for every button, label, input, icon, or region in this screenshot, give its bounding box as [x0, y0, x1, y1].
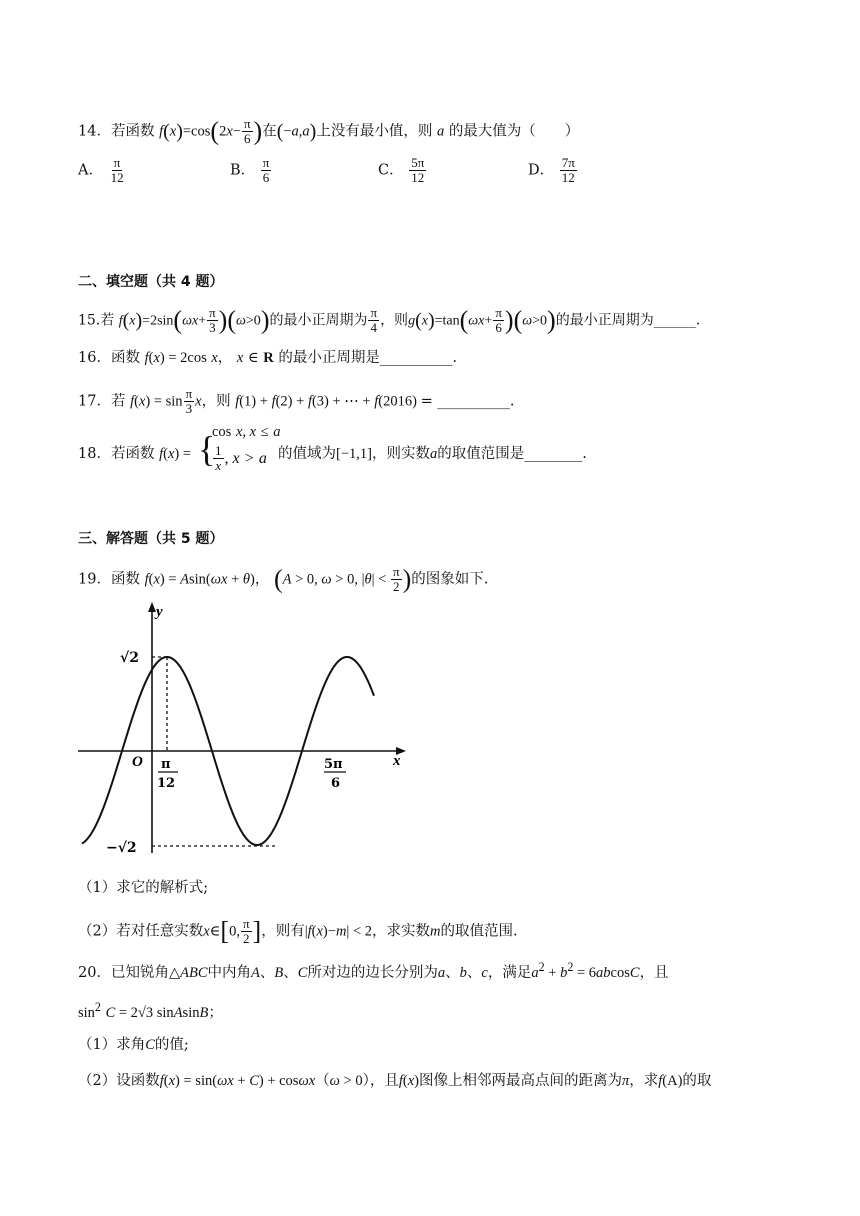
max-value-label: √2 — [120, 650, 139, 666]
q20-part1-text-2: 的值; — [154, 1037, 189, 1053]
q19-part2-text-3: ，求实数 — [372, 923, 431, 940]
piecewise-case-2: $\frac{1}{x}$ , x > a — [215, 443, 267, 473]
section-title-answer: 三、解答题（共 5 题） — [78, 531, 224, 547]
question-number: 18． — [78, 446, 111, 462]
question-number: 15. — [78, 312, 101, 329]
q20-text-4: ，满足 — [487, 964, 532, 981]
question-20-condition: $\sin^2 C = 2√3$ sinAsinB； — [78, 1000, 223, 1021]
q19-text-3: 的图象如下. — [411, 571, 489, 588]
question-19-part-2: （2）若对任意实数x∈[0, $\frac{\pi}{2}$ ]，则有|f(x)−m| < 2，求实数m的取值范围. — [78, 916, 518, 946]
question-16: 16．函数 f(x) = 2cos x， x ∈ R 的最小正周期是__________. — [78, 350, 457, 366]
option-label: B． — [230, 162, 256, 179]
q16-text-2: ， — [217, 350, 233, 366]
q17-text-2: ，则 — [201, 393, 231, 410]
option-numerator: π — [262, 155, 270, 170]
q20-part2-text-2: （ — [315, 1073, 330, 1089]
q20-part2-text-5: ，求 — [629, 1073, 659, 1089]
q15-text-2: 的最小正周期为 — [269, 312, 368, 329]
option-denominator: 12 — [561, 170, 575, 185]
q14-text-2: 在 — [262, 123, 277, 140]
q20-text-3: 所对边的边长分别为 — [307, 964, 438, 981]
option-numerator: 7π — [561, 155, 575, 170]
q20-part2-text-3: ），且 — [362, 1073, 399, 1089]
option-denominator: 6 — [262, 170, 270, 185]
q14-text-3: 上没有最小值，则 — [316, 123, 433, 140]
option-a[interactable] — [78, 156, 127, 185]
origin-label: O — [132, 754, 143, 770]
question-20: 20．已知锐角△ABC中内角A、B、C所对边的边长分别为a、b、c，满足$a^2 + b^2 = 6abcosC$，且 — [78, 960, 669, 981]
option-label: A． — [78, 162, 103, 179]
q18-text: 若函数 — [110, 446, 155, 462]
question-20-part-2: （2）设函数f(x) = sin(ωx + C) + cosωx（ω > 0），且f(x)图像上相邻两最高点间的距离为π，求f(A)的取 — [78, 1073, 712, 1089]
question-number: 17． — [78, 393, 111, 410]
q19-text-2: ， — [254, 571, 270, 588]
q20-part1-text: （1）求角 — [78, 1037, 146, 1053]
q16-text-3: 的最小正周期是__________. — [278, 350, 457, 366]
question-18: 18．若函数 f(x) = — [78, 446, 192, 462]
q18-text-4: 的取值范围是________. — [437, 446, 587, 462]
question-20-part-1: （1）求角C的值; — [78, 1037, 189, 1053]
q19-part2-text-2: ，则有 — [261, 923, 305, 940]
option-label: D． — [528, 162, 555, 179]
question-18-rest: 的值域为[−1,1]，则实数a的取值范围是________. — [278, 446, 587, 462]
q19-part2-text: （2）若对任意实数 — [78, 923, 204, 940]
q20-text-5: ，且 — [639, 964, 669, 981]
question-17: 17．若 f(x) = sin $\frac{\pi}{3}$ x，则 f(1) + f(2) + f(3) + ⋯ + f(2016) = __________. — [78, 386, 515, 416]
option-numerator: π — [113, 155, 121, 170]
y-label: y — [156, 604, 163, 620]
q20-text: 已知锐角△ — [110, 964, 181, 981]
x-label: x — [393, 753, 401, 769]
question-19: 19．函数 f(x) = Asin(ωx + θ)， (A > 0, ω > 0, |θ| < $\frac{\pi}{2}$ )的图象如下. — [78, 564, 489, 594]
option-denominator: 12 — [411, 170, 425, 185]
tick-2-denominator: 6 — [331, 776, 341, 791]
q19-part2-text-4: 的取值范围. — [440, 923, 518, 940]
question-14: 14．若函数 f(x)=cos(2x− $\frac{\pi}{6}$ )在(−a,a)上没有最小值，则 a 的最大值为（ ） — [78, 116, 580, 146]
tick-2-numerator: 5π — [324, 757, 343, 772]
q17-text: 若 — [110, 393, 126, 410]
question-19-part-1: （1）求它的解析式; — [78, 880, 209, 896]
q19-text: 函数 — [110, 571, 140, 588]
question-number: 14． — [78, 123, 111, 140]
q15-text: 若 — [100, 312, 115, 329]
q18-text-3: ，则实数 — [371, 446, 430, 462]
tick-1-denominator: 12 — [157, 776, 176, 791]
q14-text-4: 的最大值为（ ） — [448, 123, 580, 140]
q20-text-2: 中内角 — [207, 964, 251, 981]
option-b[interactable] — [230, 156, 272, 185]
q20-part2-text: （2）设函数 — [78, 1073, 160, 1089]
q15-text-3: ，则 — [380, 312, 409, 329]
sine-graph — [70, 598, 415, 863]
question-number: 16． — [78, 350, 111, 366]
min-value-label: −√2 — [106, 840, 137, 856]
q18-text-2: 的值域为 — [278, 446, 336, 462]
question-number: 19． — [78, 571, 111, 588]
question-15: 15.若 f(x)=2sin(ωx+ $\frac{\pi}{3}$ )(ω>0)的最小正周期为 $\frac{\pi}{4}$ ，则g(x)=tan(ωx+ $\frac{\pi}{6}$ )(ω>0)的最小正周期为______. — [78, 305, 701, 335]
option-c[interactable] — [378, 156, 427, 185]
piecewise-case-1: cos x, x ≤ a — [212, 424, 281, 440]
section-title-fill-in: 二、填空题（共 4 题） — [78, 274, 224, 290]
piecewise-brace: { — [198, 429, 216, 469]
q16-text: 函数 — [110, 350, 140, 366]
q14-text: 若函数 — [110, 123, 155, 140]
q15-text-4: 的最小正周期为______. — [555, 312, 701, 329]
option-denominator: 12 — [110, 170, 124, 185]
q17-text-3: = __________. — [420, 393, 515, 410]
option-d[interactable] — [528, 156, 578, 185]
q20-part2-text-6: 的取 — [682, 1073, 712, 1089]
question-number: 20． — [78, 964, 111, 981]
y-axis-arrow-icon — [148, 602, 156, 612]
q20-part2-text-4: 图像上相邻两最高点间的距离为 — [418, 1073, 622, 1089]
tick-1-numerator: π — [161, 757, 171, 772]
option-label: C． — [378, 162, 404, 179]
option-numerator: 5π — [411, 155, 425, 170]
